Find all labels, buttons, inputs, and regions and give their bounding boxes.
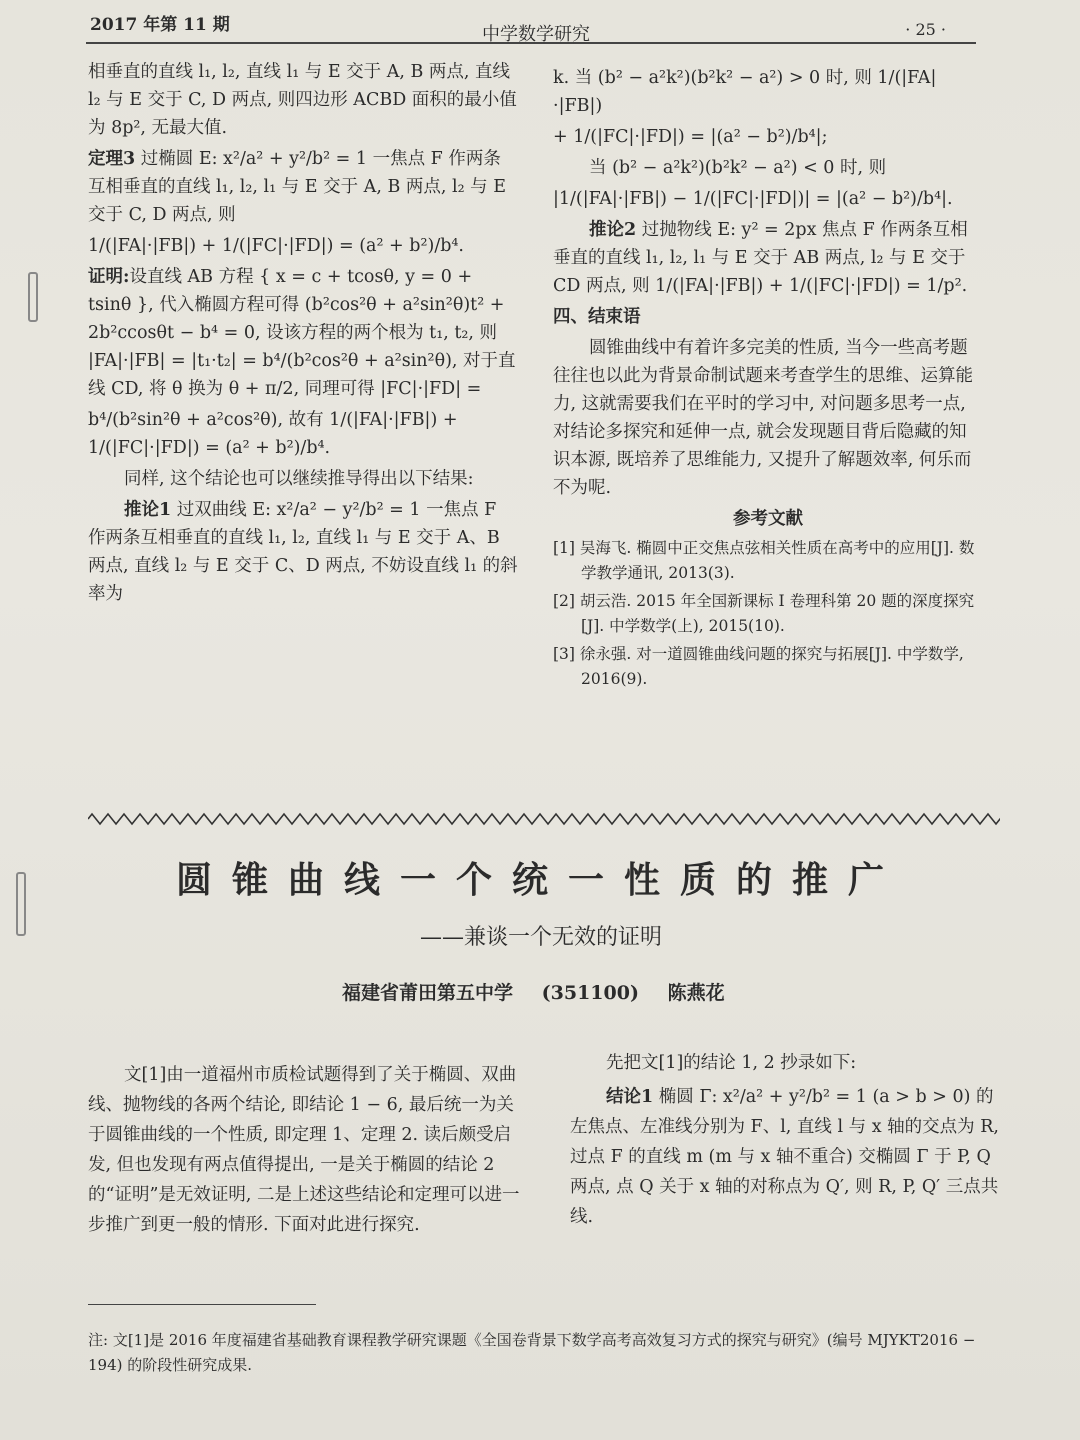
footnote: 注: 文[1]是 2016 年度福建省基础教育课程教学研究课题《全国卷背景下数学高考高效复习方式的探究与研究》(编号 MJYKT2016 − 194) 的阶段性研究成果. [88,1331,976,1374]
conclusion-label: 结论1 [606,1087,654,1107]
paragraph: 先把文[1]的结论 1, 2 抄录如下: [606,1053,857,1073]
theorem-3 [88,145,518,229]
corollary-1 [88,496,518,608]
paragraph: 当 (b² − a²k²)(b²k² − a²) < 0 时, 则 [589,158,887,178]
issue-label: 2017 年第 11 期 [90,15,230,35]
reference-item: [1] 吴海飞. 椭圆中正交焦点弦相关性质在高考中的应用[J]. 数学教学通讯, 2013(3). [553,539,975,582]
corollary-text: 过抛物线 E: y² = 2px 焦点 F 作两条互相垂直的直线 l₁, l₂, l₁ 与 E 交于 AB 两点, l₂ 与 E 交于 CD 两点, 则 1/(|FA|·|FB|) + 1/(|FC|·|FD|) = 1/p². [553,220,968,296]
paragraph: 相垂直的直线 l₁, l₂, 直线 l₁ 与 E 交于 A, B 两点, 直线 l₂ 与 E 交于 C, D 两点, 则四边形 ACBD 面积的最小值为 8p², 无最大值. [88,62,517,138]
references-heading: 参考文献 [733,509,803,529]
article-subtitle: ——兼谈一个无效的证明 [420,925,663,950]
wavy-divider [88,812,1000,826]
intro-column [88,1060,528,1244]
equation: 1/(|FA|·|FB|) + 1/(|FC|·|FD|) = (a² + b²)/b⁴. [88,236,464,256]
reference-item: [2] 胡云浩. 2015 年全国新课标 I 卷理科第 20 题的深度探究[J]. 中学数学(上), 2015(10). [553,592,975,635]
equation: |1/(|FA|·|FB|) − 1/(|FC|·|FD|)| = |(a² − b²)/b⁴|. [553,189,953,209]
article-title: 圆锥曲线一个统一性质的推广 [175,860,904,901]
right-column [553,64,983,695]
section-heading: 四、结束语 [553,307,641,327]
journal-name: 中学数学研究 [482,24,590,45]
intro-paragraph: 文[1]由一道福州市质检试题得到了关于椭圆、双曲线、抛物线的各两个结论, 即结论 1 − 6, 最后统一为关于圆锥曲线的一个性质, 即定理 1、定理 2. 读后颇受启发, 但也发现有两点值得提出, 一是关于椭圆的结论 2 的“证明”是无效证明, 二是上述这些结论和定理可以进一步推广到更一般的情形. 下面对此进行探究. [88,1065,520,1235]
corollary-text: 过双曲线 E: x²/a² − y²/b² = 1 一焦点 F 作两条互相垂直的直线 l₁, l₂, 直线 l₁ 与 E 交于 A、B 两点, 直线 l₂ 与 E 交于 C、D 两点, 不妨设直线 l₁ 的斜率为 [88,500,518,604]
corollary-2 [553,216,983,300]
left-column [88,58,518,611]
reference-item: [3] 徐永强. 对一道圆锥曲线问题的探究与拓展[J]. 中学数学, 2016(9). [553,645,964,688]
conclusion-column [570,1048,1000,1236]
paragraph: 同样, 这个结论也可以继续推导得出以下结果: [124,469,474,489]
author-line [342,978,747,1005]
reference-list [553,536,983,692]
footnote-rule [88,1304,316,1305]
paragraph: k. 当 (b² − a²k²)(b²k² − a²) > 0 时, 则 1/(|FA|·|FB|) [553,68,937,116]
page-number: · 25 · [905,20,946,39]
header-rule [86,42,976,44]
conclusion-1 [570,1082,1000,1232]
conclusion-text: 椭圆 Γ: x²/a² + y²/b² = 1 (a > b > 0) 的左焦点、左准线分别为 F、l, 直线 l 与 x 轴的交点为 R, 过点 F 的直线 m (m 与 x 轴不重合) 交椭圆 Γ 于 P, Q 两点, 点 Q 关于 x 轴的对称点为 Q′, 则 R, P, Q′ 三点共线. [570,1087,999,1227]
author-name: 陈燕花 [667,982,725,1004]
affiliation: 福建省莆田第五中学 [342,982,514,1004]
corollary-label: 推论2 [589,220,637,240]
running-header [86,4,976,44]
proof-text: 设直线 AB 方程 { x = c + tcosθ, y = 0 + tsinθ }, 代入椭圆方程可得 (b²cos²θ + a²sin²θ)t² + 2b²ccosθt − b⁴ = 0, 设该方程的两个根为 t₁, t₂, 则 |FA|·|FB| = |t₁·t₂| = b⁴/(b²cos²θ + a²sin²θ), 对于直线 CD, 将 θ 换为 θ + π/2, 同理可得 |FC|·|FD| = [88,267,516,399]
wavy-divider-line [88,814,1000,824]
theorem-label: 定理3 [88,149,136,169]
equation: + 1/(|FC|·|FD|) = |(a² − b²)/b⁴|; [553,127,828,147]
theorem-text: 过椭圆 E: x²/a² + y²/b² = 1 一焦点 F 作两条互相垂直的直线 l₁, l₂, l₁ 与 E 交于 A, B 两点, l₂ 与 E 交于 C, D 两点, 则 [88,149,506,225]
paragraph: 圆锥曲线中有着许多完美的性质, 当今一些高考题往往也以此为背景命制试题来考查学生的思维、运算能力, 这就需要我们在平时的学习中, 对问题多思考一点, 对结论多探究和延伸一点, 就会发现题目背后隐藏的知识本源, 既培养了思维能力, 又提升了解题效率, 何乐而不为呢. [553,338,973,498]
proof-label: 证明: [88,267,130,287]
postcode: (351100) [541,982,639,1004]
equation: b⁴/(b²sin²θ + a²cos²θ), 故有 1/(|FA|·|FB|) + 1/(|FC|·|FD|) = (a² + b²)/b⁴. [88,410,458,458]
proof [88,263,518,403]
corollary-label: 推论1 [124,500,172,520]
binder-hole-mark [28,272,38,322]
